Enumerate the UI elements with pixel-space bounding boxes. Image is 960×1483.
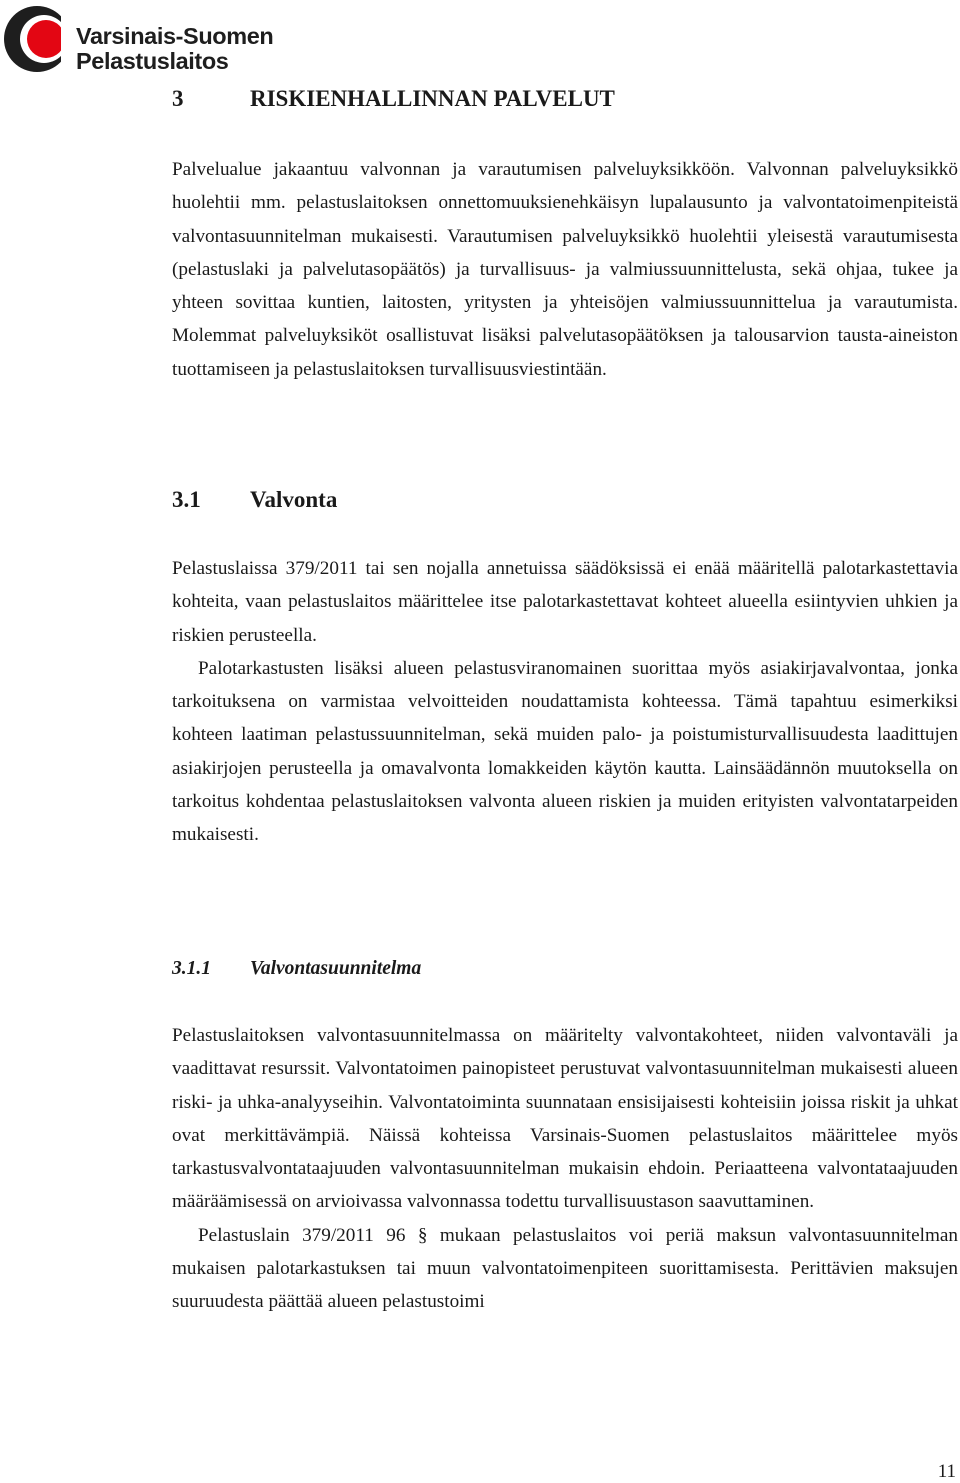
section-3-1-1-number: 3.1.1 xyxy=(172,958,211,979)
section-3-1-number: 3.1 xyxy=(172,487,201,512)
section-3-body xyxy=(172,153,958,386)
section-3-1-paragraph-2: Palotarkastusten lisäksi alueen pelastusviranomainen suorittaa myös asiakirjavalvontaa, jonka tarkoituksena on varmistaa velvoitteiden noudattamista kohteessa. Tämä tapahtuu esimerkiksi kohteen laatiman pelastussuunnitelman, sekä muiden palo- ja poistumisturvallisuudesta laadittujen asiakirjojen perusteella ja omavalvonta lomakkeiden käytön kautta. Lainsäädännön muutoksella on tarkoitus kohdentaa pelastuslaitoksen valvonta alueen riskien ja muiden erityisten valvontatarpeiden mukaisesti. xyxy=(172,657,958,846)
section-3-1-body xyxy=(172,552,958,852)
section-3-1-1-title: Valvontasuunnitelma xyxy=(250,958,422,979)
section-3-1-paragraph-1: Pelastuslaissa 379/2011 tai sen nojalla annetuissa säädöksissä ei enää määritellä palotarkastettavia kohteita, vaan pelastuslaitos määrittelee itse palotarkastettavat kohteet alueella esiintyvien uhkien ja riskien perusteella. xyxy=(172,558,958,646)
logo-line-1: Varsinais-Suomen xyxy=(76,23,274,49)
logo-line-2: Pelastuslaitos xyxy=(76,48,229,74)
section-3-1-1-body xyxy=(172,1019,958,1319)
section-3-1-1-paragraph-2: Pelastuslain 379/2011 96 § mukaan pelastuslaitos voi periä maksun valvontasuunnitelman mukaisen palotarkastuksen tai muun valvontatoimenpiteen suorittamisesta. Perittävien maksujen suuruudesta päättää alueen pelastustoimi xyxy=(172,1224,958,1313)
section-3-paragraph: Palvelualue jakaantuu valvonnan ja varautumisen palveluyksikköön. Valvonnan palveluyksikkö huolehtii mm. pelastuslaitoksen onnettomuuksienehkäisyn lupalausunto ja valvontatoimenpiteistä valvontasuunnitelman mukaisesti. Varautumisen palveluyksikkö huolehtii yleisestä varautumisesta (pelastuslaki ja palvelutasopäätös) ja turvallisuus- ja valmiussuunnittelusta, sekä ohjaa, tukee ja yhteen sovittaa kuntien, laitosten, yritysten ja yhteisöjen valmiussuunnittelua ja varautumista. Molemmat palveluyksiköt osallistuvat lisäksi palvelutasopäätöksen ja talousarvion tausta-aineiston tuottamiseen ja pelastuslaitoksen turvallisuusviestintään. xyxy=(172,159,958,380)
logo-wordmark xyxy=(76,24,273,74)
section-3-1-1-paragraph-1: Pelastuslaitoksen valvontasuunnitelmassa on määritelty valvontakohteet, niiden valvontaväli ja vaadittavat resurssit. Valvontatoimen painopisteet perustuvat valvontasuunnitelman mukaisesti alueen riski- ja uhka-analyyseihin. Valvontatoiminta suunnataan ensisijaisesti kohteisiin joissa riskit ja uhkat ovat merkittävämpiä. Näissä kohteissa Varsinais-Suomen pelastuslaitos määrittelee myös tarkastusvalvontataajuuden valvontasuunnitelman mukaisin ehdoin. Periaatteena valvontataajuuden määräämisessä on arvioivassa valvonnassa todettu turvallisuustason saavuttaminen. xyxy=(172,1025,958,1213)
page-number: 11 xyxy=(937,1461,956,1482)
section-3-number: 3 xyxy=(172,86,184,111)
logo-mark-icon xyxy=(3,2,73,76)
section-3-1-title: Valvonta xyxy=(250,487,338,512)
section-3-title: RISKIENHALLINNAN PALVELUT xyxy=(250,86,615,111)
